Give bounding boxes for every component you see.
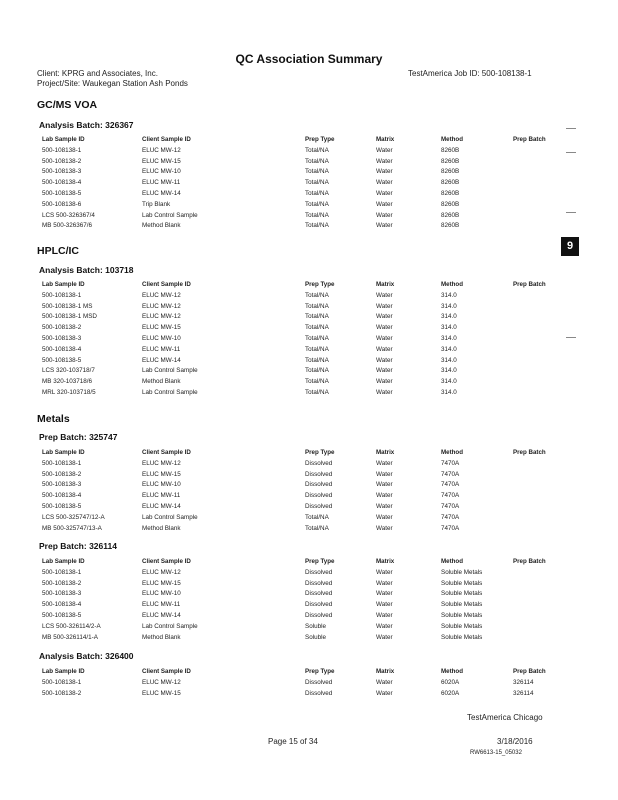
col-lab-sample-id-header: Lab Sample ID xyxy=(42,449,85,456)
col-method-cell: 8260B xyxy=(441,179,460,187)
col-method-cell: 314.0 xyxy=(441,313,457,321)
col-matrix-cell: Water xyxy=(376,356,393,364)
col-method-cell: 7470A xyxy=(441,481,460,489)
col-client-sample-id-cell: ELUC MW-12 xyxy=(142,568,181,576)
col-lab-sample-id-cell: LCS 500-326367/4 xyxy=(42,211,95,219)
col-lab-sample-id-cell: 500-108138-1 xyxy=(42,678,82,686)
col-lab-sample-id-cell: LCS 500-325747/12-A xyxy=(42,513,105,521)
col-client-sample-id-cell: ELUC MW-15 xyxy=(142,157,181,165)
col-client-sample-id-cell: ELUC MW-10 xyxy=(142,481,181,489)
col-lab-sample-id-cell: 500-108138-1 xyxy=(42,146,82,154)
col-matrix-cell: Water xyxy=(376,622,393,630)
col-method-cell: Soluble Metals xyxy=(441,568,483,576)
table-row xyxy=(42,312,562,323)
col-matrix-cell: Water xyxy=(376,378,393,386)
col-prep-type-cell: Total/NA xyxy=(305,211,329,219)
col-client-sample-id-header: Client Sample ID xyxy=(142,668,191,675)
col-method-cell: 314.0 xyxy=(441,378,457,386)
col-method-cell: 314.0 xyxy=(441,367,457,375)
col-prep-type-cell: Total/NA xyxy=(305,513,329,521)
col-prep-type-cell: Total/NA xyxy=(305,157,329,165)
col-prep-type-cell: Total/NA xyxy=(305,345,329,353)
col-matrix-cell: Water xyxy=(376,179,393,187)
col-lab-sample-id-header: Lab Sample ID xyxy=(42,136,85,143)
col-prep-type-cell: Dissolved xyxy=(305,689,333,697)
footer-date: 3/18/2016 xyxy=(497,737,533,746)
col-matrix-cell: Water xyxy=(376,513,393,521)
margin-mark xyxy=(566,212,576,213)
col-lab-sample-id-cell: MB 320-103718/6 xyxy=(42,378,93,386)
col-lab-sample-id-cell: 500-108138-4 xyxy=(42,179,82,187)
col-prep-type-cell: Total/NA xyxy=(305,524,329,532)
col-matrix-cell: Water xyxy=(376,345,393,353)
col-matrix-cell: Water xyxy=(376,168,393,176)
qc-table xyxy=(42,448,562,534)
col-prep-type-cell: Total/NA xyxy=(305,356,329,364)
col-lab-sample-id-cell: MB 500-326367/6 xyxy=(42,222,93,230)
col-client-sample-id-cell: Lab Control Sample xyxy=(142,513,198,521)
col-matrix-cell: Water xyxy=(376,611,393,619)
table-header-row xyxy=(42,280,562,291)
col-lab-sample-id-cell: 500-108138-2 xyxy=(42,470,82,478)
col-client-sample-id-cell: Method Blank xyxy=(142,222,181,230)
col-prep-type-cell: Total/NA xyxy=(305,291,329,299)
col-lab-sample-id-cell: 500-108138-3 xyxy=(42,590,82,598)
col-prep-type-cell: Total/NA xyxy=(305,179,329,187)
col-method-cell: Soluble Metals xyxy=(441,611,483,619)
col-client-sample-id-header: Client Sample ID xyxy=(142,281,191,288)
col-matrix-cell: Water xyxy=(376,189,393,197)
col-method-cell: 8260B xyxy=(441,168,460,176)
table-row xyxy=(42,189,562,200)
table-header-row xyxy=(42,667,562,678)
table-row xyxy=(42,291,562,302)
col-method-cell: 6020A xyxy=(441,678,460,686)
col-matrix-cell: Water xyxy=(376,313,393,321)
col-client-sample-id-header: Client Sample ID xyxy=(142,136,191,143)
col-client-sample-id-cell: Method Blank xyxy=(142,378,181,386)
col-matrix-cell: Water xyxy=(376,459,393,467)
batch-heading: Prep Batch: 326114 xyxy=(39,541,117,551)
col-method-cell: 8260B xyxy=(441,189,460,197)
table-row xyxy=(42,459,562,470)
col-prep-type-header: Prep Type xyxy=(305,449,335,456)
table-row xyxy=(42,221,562,232)
table-row xyxy=(42,524,562,535)
col-prep-type-cell: Total/NA xyxy=(305,200,329,208)
table-row xyxy=(42,377,562,388)
col-client-sample-id-cell: Lab Control Sample xyxy=(142,388,198,396)
col-prep-type-cell: Total/NA xyxy=(305,324,329,332)
table-row xyxy=(42,356,562,367)
footer-doc-id: RW6613-15_05032 xyxy=(470,750,522,756)
col-lab-sample-id-cell: 500-108138-4 xyxy=(42,492,82,500)
col-client-sample-id-cell: ELUC MW-12 xyxy=(142,146,181,154)
col-method-cell: 314.0 xyxy=(441,388,457,396)
col-prep-batch-header: Prep Batch xyxy=(513,558,546,565)
col-prep-type-cell: Total/NA xyxy=(305,367,329,375)
col-lab-sample-id-cell: 500-108138-2 xyxy=(42,157,82,165)
qc-table xyxy=(42,667,562,699)
col-matrix-cell: Water xyxy=(376,157,393,165)
page-title: QC Association Summary xyxy=(235,52,383,66)
table-row xyxy=(42,167,562,178)
col-method-cell: 7470A xyxy=(441,459,460,467)
col-client-sample-id-cell: ELUC MW-12 xyxy=(142,459,181,467)
col-lab-sample-id-cell: 500-108138-3 xyxy=(42,334,82,342)
col-method-header: Method xyxy=(441,449,463,456)
col-client-sample-id-cell: Trip Blank xyxy=(142,200,171,208)
table-row xyxy=(42,502,562,513)
col-client-sample-id-cell: ELUC MW-11 xyxy=(142,345,181,353)
col-client-sample-id-cell: Lab Control Sample xyxy=(142,211,198,219)
col-prep-batch-header: Prep Batch xyxy=(513,668,546,675)
col-client-sample-id-header: Client Sample ID xyxy=(142,558,191,565)
col-prep-type-cell: Dissolved xyxy=(305,579,333,587)
col-prep-type-cell: Dissolved xyxy=(305,601,333,609)
qc-table xyxy=(42,557,562,643)
col-method-cell: 7470A xyxy=(441,524,460,532)
col-matrix-header: Matrix xyxy=(376,558,395,565)
col-method-cell: 7470A xyxy=(441,513,460,521)
col-matrix-cell: Water xyxy=(376,524,393,532)
col-client-sample-id-cell: ELUC MW-11 xyxy=(142,179,181,187)
col-method-cell: Soluble Metals xyxy=(441,622,483,630)
col-matrix-header: Matrix xyxy=(376,668,395,675)
col-matrix-cell: Water xyxy=(376,481,393,489)
col-prep-type-cell: Total/NA xyxy=(305,168,329,176)
table-row xyxy=(42,678,562,689)
table-row xyxy=(42,633,562,644)
col-matrix-cell: Water xyxy=(376,146,393,154)
margin-mark xyxy=(566,152,576,153)
section-heading-gcms-voa: GC/MS VOA xyxy=(37,99,98,111)
col-client-sample-id-cell: ELUC MW-12 xyxy=(142,291,181,299)
col-method-cell: 314.0 xyxy=(441,324,457,332)
col-method-cell: 6020A xyxy=(441,689,460,697)
table-row xyxy=(42,600,562,611)
job-id-line: TestAmerica Job ID: 500-108138-1 xyxy=(408,69,532,78)
col-prep-type-cell: Dissolved xyxy=(305,568,333,576)
col-lab-sample-id-cell: 500-108138-2 xyxy=(42,324,82,332)
table-row xyxy=(42,513,562,524)
col-client-sample-id-cell: Method Blank xyxy=(142,633,181,641)
table-row xyxy=(42,302,562,313)
col-prep-type-cell: Dissolved xyxy=(305,470,333,478)
col-client-sample-id-cell: ELUC MW-12 xyxy=(142,302,181,310)
col-client-sample-id-cell: ELUC MW-10 xyxy=(142,590,181,598)
col-method-cell: 7470A xyxy=(441,492,460,500)
col-client-sample-id-cell: ELUC MW-11 xyxy=(142,492,181,500)
table-row xyxy=(42,388,562,399)
col-prep-type-cell: Dissolved xyxy=(305,492,333,500)
table-row xyxy=(42,345,562,356)
col-matrix-cell: Water xyxy=(376,388,393,396)
table-row xyxy=(42,579,562,590)
col-matrix-cell: Water xyxy=(376,678,393,686)
col-lab-sample-id-cell: 500-108138-3 xyxy=(42,168,82,176)
col-method-cell: 314.0 xyxy=(441,291,457,299)
col-lab-sample-id-cell: LCS 500-326114/2-A xyxy=(42,622,101,630)
col-matrix-cell: Water xyxy=(376,579,393,587)
col-prep-batch-header: Prep Batch xyxy=(513,281,546,288)
project-line: Project/Site: Waukegan Station Ash Ponds xyxy=(37,79,188,88)
col-lab-sample-id-cell: 500-108138-2 xyxy=(42,579,82,587)
col-prep-batch-cell: 326114 xyxy=(513,678,534,686)
col-prep-type-header: Prep Type xyxy=(305,668,335,675)
table-row xyxy=(42,146,562,157)
batch-heading: Analysis Batch: 326367 xyxy=(39,120,134,130)
col-method-cell: Soluble Metals xyxy=(441,590,483,598)
footer-lab-name: TestAmerica Chicago xyxy=(467,713,543,722)
col-prep-type-header: Prep Type xyxy=(305,136,335,143)
col-matrix-cell: Water xyxy=(376,590,393,598)
table-row xyxy=(42,200,562,211)
col-method-header: Method xyxy=(441,281,463,288)
table-row xyxy=(42,157,562,168)
margin-mark xyxy=(566,337,576,338)
col-method-header: Method xyxy=(441,668,463,675)
col-client-sample-id-cell: ELUC MW-14 xyxy=(142,611,181,619)
col-matrix-cell: Water xyxy=(376,302,393,310)
col-prep-type-cell: Total/NA xyxy=(305,334,329,342)
col-lab-sample-id-cell: MB 500-325747/13-A xyxy=(42,524,102,532)
col-client-sample-id-cell: ELUC MW-15 xyxy=(142,689,181,697)
col-client-sample-id-cell: ELUC MW-10 xyxy=(142,334,181,342)
table-row xyxy=(42,491,562,502)
col-matrix-cell: Water xyxy=(376,324,393,332)
col-matrix-cell: Water xyxy=(376,222,393,230)
col-method-cell: 8260B xyxy=(441,146,460,154)
table-row xyxy=(42,366,562,377)
col-prep-type-cell: Total/NA xyxy=(305,378,329,386)
col-prep-type-cell: Total/NA xyxy=(305,313,329,321)
col-method-cell: 8260B xyxy=(441,200,460,208)
col-matrix-cell: Water xyxy=(376,470,393,478)
col-lab-sample-id-cell: 500-108138-4 xyxy=(42,601,82,609)
col-lab-sample-id-cell: 500-108138-5 xyxy=(42,356,82,364)
table-header-row xyxy=(42,448,562,459)
col-lab-sample-id-cell: 500-108138-1 xyxy=(42,459,82,467)
section-tab-marker: 9 xyxy=(561,237,579,256)
col-lab-sample-id-cell: 500-108138-2 xyxy=(42,689,82,697)
col-matrix-header: Matrix xyxy=(376,136,395,143)
table-row xyxy=(42,568,562,579)
col-client-sample-id-cell: ELUC MW-15 xyxy=(142,324,181,332)
col-client-sample-id-cell: Lab Control Sample xyxy=(142,622,198,630)
col-client-sample-id-cell: ELUC MW-14 xyxy=(142,502,181,510)
col-method-cell: Soluble Metals xyxy=(441,633,483,641)
col-prep-type-cell: Total/NA xyxy=(305,146,329,154)
section-heading-hplc-ic: HPLC/IC xyxy=(37,245,79,257)
col-client-sample-id-cell: Lab Control Sample xyxy=(142,367,198,375)
col-lab-sample-id-cell: 500-108138-1 MSD xyxy=(42,313,97,321)
col-prep-batch-header: Prep Batch xyxy=(513,449,546,456)
col-matrix-cell: Water xyxy=(376,291,393,299)
table-header-row xyxy=(42,557,562,568)
col-prep-type-header: Prep Type xyxy=(305,281,335,288)
section-heading-metals: Metals xyxy=(37,413,70,425)
table-header-row xyxy=(42,135,562,146)
table-row xyxy=(42,470,562,481)
col-lab-sample-id-header: Lab Sample ID xyxy=(42,281,85,288)
table-row xyxy=(42,480,562,491)
col-lab-sample-id-cell: 500-108138-1 xyxy=(42,291,82,299)
col-matrix-cell: Water xyxy=(376,367,393,375)
col-method-header: Method xyxy=(441,136,463,143)
table-row xyxy=(42,323,562,334)
col-matrix-cell: Water xyxy=(376,601,393,609)
col-prep-type-cell: Total/NA xyxy=(305,302,329,310)
col-matrix-cell: Water xyxy=(376,633,393,641)
col-lab-sample-id-cell: 500-108138-3 xyxy=(42,481,82,489)
table-row xyxy=(42,334,562,345)
col-prep-type-cell: Dissolved xyxy=(305,590,333,598)
col-prep-type-header: Prep Type xyxy=(305,558,335,565)
col-client-sample-id-cell: ELUC MW-12 xyxy=(142,313,181,321)
col-method-cell: 8260B xyxy=(441,211,460,219)
col-client-sample-id-header: Client Sample ID xyxy=(142,449,191,456)
table-row xyxy=(42,589,562,600)
col-prep-type-cell: Dissolved xyxy=(305,459,333,467)
col-lab-sample-id-header: Lab Sample ID xyxy=(42,668,85,675)
col-matrix-cell: Water xyxy=(376,334,393,342)
table-row xyxy=(42,689,562,700)
col-method-header: Method xyxy=(441,558,463,565)
col-matrix-cell: Water xyxy=(376,689,393,697)
col-prep-batch-cell: 326114 xyxy=(513,689,534,697)
col-method-cell: 314.0 xyxy=(441,302,457,310)
col-lab-sample-id-cell: 500-108138-5 xyxy=(42,502,82,510)
col-lab-sample-id-cell: 500-108138-5 xyxy=(42,189,82,197)
col-prep-type-cell: Dissolved xyxy=(305,481,333,489)
col-prep-type-cell: Total/NA xyxy=(305,388,329,396)
col-method-cell: 7470A xyxy=(441,470,460,478)
col-lab-sample-id-cell: 500-108138-6 xyxy=(42,200,82,208)
col-lab-sample-id-header: Lab Sample ID xyxy=(42,558,85,565)
col-method-cell: 314.0 xyxy=(441,334,457,342)
qc-table xyxy=(42,280,562,399)
col-client-sample-id-cell: ELUC MW-10 xyxy=(142,168,181,176)
col-method-cell: 7470A xyxy=(441,502,460,510)
col-method-cell: 8260B xyxy=(441,222,460,230)
table-row xyxy=(42,611,562,622)
col-matrix-header: Matrix xyxy=(376,449,395,456)
col-client-sample-id-cell: ELUC MW-15 xyxy=(142,579,181,587)
col-prep-type-cell: Soluble xyxy=(305,633,327,641)
col-matrix-cell: Water xyxy=(376,211,393,219)
col-matrix-cell: Water xyxy=(376,568,393,576)
col-lab-sample-id-cell: 500-108138-1 MS xyxy=(42,302,93,310)
col-prep-type-cell: Dissolved xyxy=(305,502,333,510)
col-matrix-cell: Water xyxy=(376,502,393,510)
col-method-cell: 314.0 xyxy=(441,356,457,364)
col-prep-type-cell: Total/NA xyxy=(305,189,329,197)
col-lab-sample-id-cell: 500-108138-1 xyxy=(42,568,82,576)
col-client-sample-id-cell: ELUC MW-14 xyxy=(142,356,181,364)
col-prep-type-cell: Total/NA xyxy=(305,222,329,230)
footer-page-number: Page 15 of 34 xyxy=(268,737,318,746)
col-prep-type-cell: Dissolved xyxy=(305,678,333,686)
col-lab-sample-id-cell: 500-108138-5 xyxy=(42,611,82,619)
col-prep-type-cell: Soluble xyxy=(305,622,327,630)
col-client-sample-id-cell: ELUC MW-15 xyxy=(142,470,181,478)
table-row xyxy=(42,622,562,633)
col-prep-batch-header: Prep Batch xyxy=(513,136,546,143)
col-prep-type-cell: Dissolved xyxy=(305,611,333,619)
qc-table xyxy=(42,135,562,232)
col-matrix-cell: Water xyxy=(376,492,393,500)
col-method-cell: Soluble Metals xyxy=(441,601,483,609)
table-row xyxy=(42,211,562,222)
batch-heading: Analysis Batch: 103718 xyxy=(39,265,134,275)
col-client-sample-id-cell: Method Blank xyxy=(142,524,181,532)
batch-heading: Prep Batch: 325747 xyxy=(39,432,118,442)
client-line: Client: KPRG and Associates, Inc. xyxy=(37,69,158,78)
col-lab-sample-id-cell: MB 500-326114/1-A xyxy=(42,633,98,641)
batch-heading: Analysis Batch: 326400 xyxy=(39,651,134,661)
col-client-sample-id-cell: ELUC MW-14 xyxy=(142,189,181,197)
col-client-sample-id-cell: ELUC MW-11 xyxy=(142,601,181,609)
col-lab-sample-id-cell: 500-108138-4 xyxy=(42,345,82,353)
col-method-cell: 8260B xyxy=(441,157,460,165)
col-client-sample-id-cell: ELUC MW-12 xyxy=(142,678,181,686)
col-method-cell: Soluble Metals xyxy=(441,579,483,587)
col-lab-sample-id-cell: MRL 320-103718/5 xyxy=(42,388,96,396)
col-lab-sample-id-cell: LCS 320-103718/7 xyxy=(42,367,95,375)
table-row xyxy=(42,178,562,189)
col-matrix-header: Matrix xyxy=(376,281,395,288)
margin-mark xyxy=(566,128,576,129)
col-matrix-cell: Water xyxy=(376,200,393,208)
col-method-cell: 314.0 xyxy=(441,345,457,353)
